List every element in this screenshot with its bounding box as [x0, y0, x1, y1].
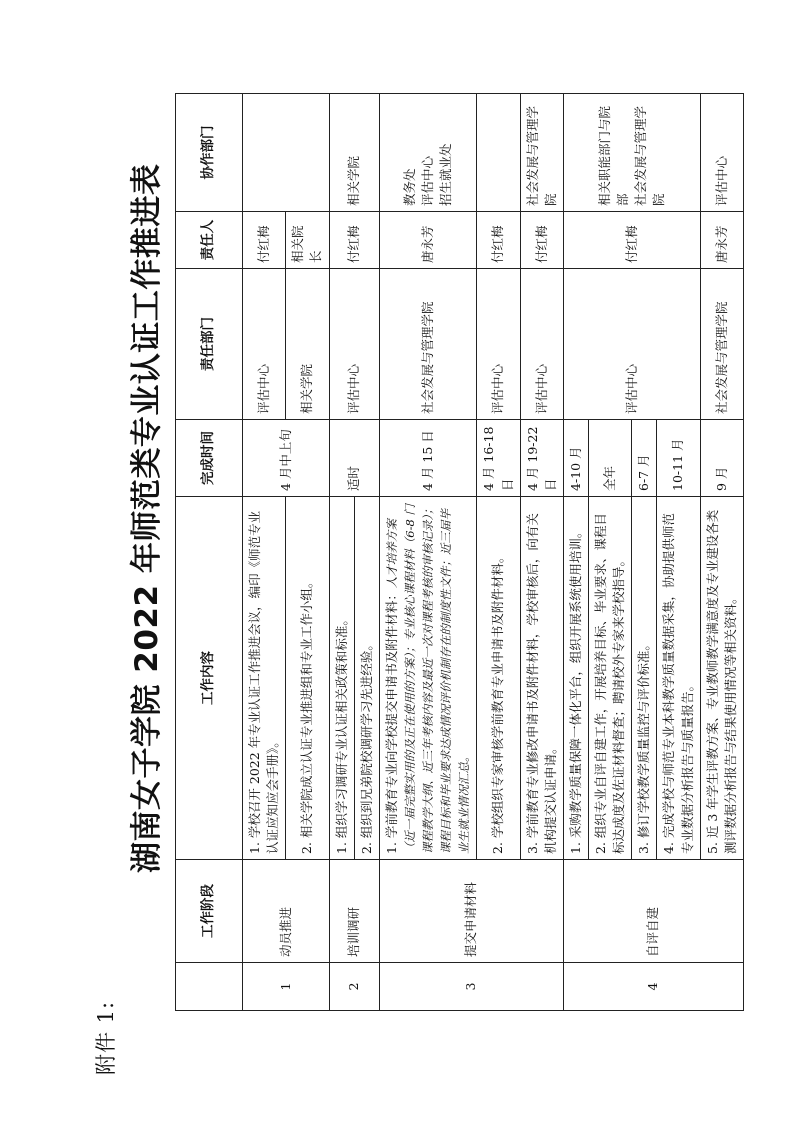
work-content: 1. 组织学习调研专业认证相关政策和标准。 [329, 497, 354, 860]
phase-name: 动员推进 [243, 860, 330, 963]
work-content: 1. 学校召开 2022 年专业认证工作推进会议，编印《师范专业认证应知应会手册》。 [243, 497, 286, 860]
header-number [176, 963, 243, 1011]
responsible-person: 付红梅 [243, 212, 286, 269]
responsible-person: 付红梅 [477, 212, 520, 269]
deadline: 4 月 15 日 [379, 420, 477, 497]
responsible-person: 相关院长 [286, 212, 329, 269]
phase-name: 培训调研 [329, 860, 379, 963]
phase-number: 1 [243, 963, 330, 1011]
cooperation-department [243, 94, 330, 212]
responsible-department: 评估中心 [563, 269, 700, 420]
table-row [563, 94, 588, 1011]
phase-name: 自评自建 [563, 860, 743, 963]
responsible-department: 社会发展与管理学院 [379, 269, 477, 420]
deadline: 4-10 月 [563, 420, 588, 497]
responsible-person: 付红梅 [329, 212, 379, 269]
deadline: 4 月中上旬 [243, 420, 330, 497]
attachment-label: 附件 1: [94, 1000, 118, 1075]
table-header-row [176, 94, 243, 1011]
work-content: 2. 学校组织专家审核学前教育专业申请书及附件材料。 [477, 497, 520, 860]
work-content: 3. 修订学校教学质量监控与评价标准。 [632, 497, 657, 860]
document-title: 湖南女子学院 2022 年师范类专业认证工作推进表 [129, 163, 165, 873]
deadline: 9 月 [700, 420, 743, 497]
responsible-department: 评估中心 [477, 269, 520, 420]
table-row [243, 94, 286, 1011]
responsible-person: 唐永芳 [700, 212, 743, 269]
deadline: 10-11 月 [657, 420, 700, 497]
cooperation-department [477, 94, 520, 212]
responsible-person: 唐永芳 [379, 212, 477, 269]
work-content: 2. 相关学院成立认证专业推进组和专业工作小组。 [286, 497, 329, 860]
cooperation-department: 相关职能部门与院部 社会发展与管理学院 [563, 94, 700, 212]
responsible-department: 社会发展与管理学院 [700, 269, 743, 420]
header-cooperation: 协作部门 [176, 94, 243, 212]
deadline: 适时 [329, 420, 379, 497]
deadline: 4 月 19-22 日 [520, 420, 563, 497]
phase-name: 提交申请材料 [379, 860, 563, 963]
work-content: 3. 学前教育专业修改申请书及附件材料，学校审核后，向有关机构提交认证申请。 [520, 497, 563, 860]
cooperation-department: 教务处 评估中心 招生就业处 [379, 94, 477, 212]
header-person: 责任人 [176, 212, 243, 269]
work-content: 4. 完成学校与师范专业本科教学质量数据采集，协助提供师范专业数据分析报告与质量报告。 [657, 497, 700, 860]
cooperation-department: 相关学院 [329, 94, 379, 212]
content-main: 1. 学前教育专业向学校提交申请书及附件材料： [383, 588, 399, 854]
work-content [379, 497, 477, 860]
deadline: 全年 [589, 420, 632, 497]
deadline: 4 月 16-18 日 [477, 420, 520, 497]
table-row [329, 94, 354, 1011]
cooperation-department: 社会发展与管理学院 [520, 94, 563, 212]
content-detail: 人才培养方案（近一届完整实用的及正在使用的方案）；专业核心课程材料（6-8 门课程教学大纲、近三年考核内容及最近一次对课程考核的审核记录）；课程目标和毕业要求达成情况评价机制存在的制度性文件；近三届毕业生就业情况汇总。 [384, 503, 472, 854]
work-content: 2. 组织到兄弟院校调研学习先进经验。 [354, 497, 379, 860]
header-department: 责任部门 [176, 269, 243, 420]
phase-number: 3 [379, 963, 563, 1011]
work-content: 5. 近 3 年学生评教方案、专业教师教学满意度及专业建设各类测评数据分析报告与结果使用情况等相关资料。 [700, 497, 743, 860]
deadline: 6-7 月 [632, 420, 657, 497]
work-content: 1. 采购教学质量保障一体化平台，组织开展系统使用培训。 [563, 497, 588, 860]
responsible-person: 付红梅 [520, 212, 563, 269]
responsible-department: 评估中心 [243, 269, 286, 420]
header-content: 工作内容 [176, 497, 243, 860]
phase-number: 4 [563, 963, 743, 1011]
responsible-department: 相关学院 [286, 269, 329, 420]
cooperation-department: 评估中心 [700, 94, 743, 212]
responsible-department: 评估中心 [520, 269, 563, 420]
work-progress-table [175, 93, 744, 1011]
phase-number: 2 [329, 963, 379, 1011]
header-phase: 工作阶段 [176, 860, 243, 963]
header-deadline: 完成时间 [176, 420, 243, 497]
table-row [379, 94, 477, 1011]
work-content: 2. 组织专业自评自建工作，开展培养目标、毕业要求、课程目标达成度及佐证材料督查；聘请校外专家来学校指导。 [589, 497, 632, 860]
responsible-person: 付红梅 [563, 212, 700, 269]
responsible-department: 评估中心 [329, 269, 379, 420]
